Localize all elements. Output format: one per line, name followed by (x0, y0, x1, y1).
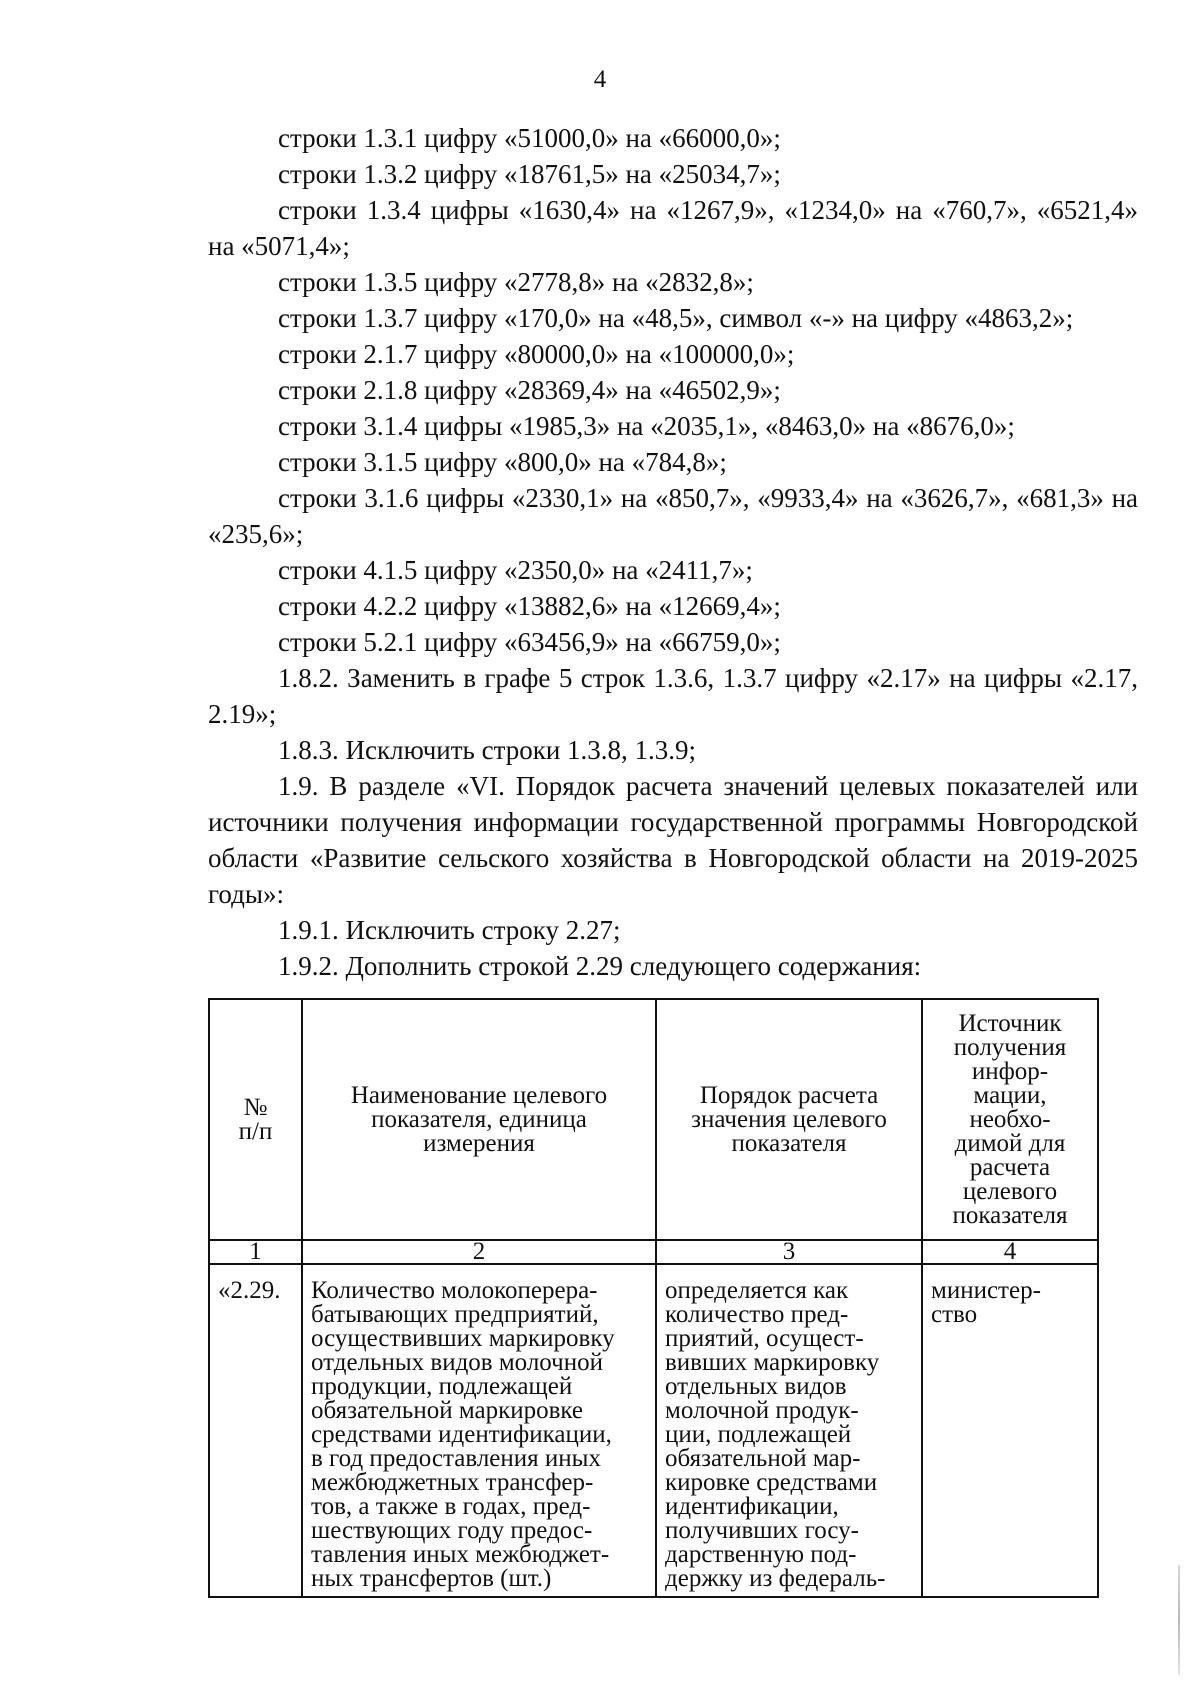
row-source: министер- ство (922, 1264, 1098, 1597)
scan-edge-mark (1178, 1565, 1180, 1675)
header-calculation: Порядок расчета значения целевого показателя (656, 999, 922, 1240)
clause-1-9-1: 1.9.1. Исключить строку 2.27; (278, 915, 621, 945)
document-body (208, 120, 1138, 984)
clause-1-8-2: 1.8.2. Заменить в графе 5 строк 1.3.6, 1.3.7 цифру «2.17» на цифры «2.17, 2.19»; (208, 663, 1138, 729)
amendment-line: строки 1.3.2 цифру «18761,5» на «25034,7»; (278, 159, 781, 189)
amendment-line: строки 3.1.5 цифру «800,0» на «784,8»; (278, 447, 727, 477)
amendment-line: строки 3.1.4 цифры «1985,3» на «2035,1», «8463,0» на «8676,0»; (278, 411, 1015, 441)
amendment-line: строки 1.3.7 цифру «170,0» на «48,5», символ «-» на цифру «4863,2»; (278, 303, 1074, 333)
amendment-line: строки 2.1.8 цифру «28369,4» на «46502,9»; (278, 375, 781, 405)
amendment-line: строки 2.1.7 цифру «80000,0» на «100000,0»; (278, 339, 795, 369)
amendment-line: строки 1.3.1 цифру «51000,0» на «66000,0»; (278, 123, 781, 153)
amendment-line: строки 1.3.5 цифру «2778,8» на «2832,8»; (278, 267, 754, 297)
page-number: 4 (593, 66, 607, 93)
row-number: «2.29. (209, 1264, 302, 1597)
column-number: 2 (302, 1240, 656, 1264)
amendment-line: строки 4.2.2 цифру «13882,6» на «12669,4»; (278, 591, 781, 621)
column-numbers-row (209, 1240, 1098, 1264)
clause-1-9: 1.9. В разделе «VI. Порядок расчета значений целевых показателей или источники получения информации государственной программы Новгородской области «Развитие сельского хозяйства в Новгородской области на 2019-2025 годы»: (208, 771, 1138, 909)
column-number: 3 (656, 1240, 922, 1264)
column-number: 1 (209, 1240, 302, 1264)
indicator-table (208, 998, 1099, 1598)
table-row (209, 1264, 1098, 1597)
clause-1-9-2: 1.9.2. Дополнить строкой 2.29 следующего содержания: (278, 951, 922, 981)
amendment-line: строки 4.1.5 цифру «2350,0» на «2411,7»; (278, 555, 753, 585)
row-calculation: определяется как количество пред- приятий, осущест- вивших маркировку отдельных видов молочной продук- ции, подлежащей обязательной мар- кировке средствами идентификации, получивших госу- дарственную под- держку из федераль- (656, 1264, 922, 1597)
header-source: Источник получения инфор- мации, необхо- димой для расчета целевого показателя (922, 999, 1098, 1240)
table-header-row (209, 999, 1098, 1240)
amendment-line: строки 1.3.4 цифры «1630,4» на «1267,9», «1234,0» на «760,7», «6521,4» на «5071,4»; (208, 195, 1138, 261)
row-indicator-name: Количество молокоперера- батывающих предприятий, осуществивших маркировку отдельных видов молочной продукции, подлежащей обязательной маркировке средствами идентификации, в год предоставления иных межбюджетных трансфер- тов, а также в годах, пред- шествующих году предос- тавления иных межбюджет- ных трансфертов (шт.) (302, 1264, 656, 1597)
column-number: 4 (922, 1240, 1098, 1264)
amendment-line: строки 3.1.6 цифры «2330,1» на «850,7», «9933,4» на «3626,7», «681,3» на «235,6»; (208, 483, 1138, 549)
header-indicator-name: Наименование целевого показателя, единица измерения (302, 999, 656, 1240)
amendment-line: строки 5.2.1 цифру «63456,9» на «66759,0»; (278, 627, 781, 657)
clause-1-8-3: 1.8.3. Исключить строки 1.3.8, 1.3.9; (278, 735, 697, 765)
header-number: № п/п (209, 999, 302, 1240)
